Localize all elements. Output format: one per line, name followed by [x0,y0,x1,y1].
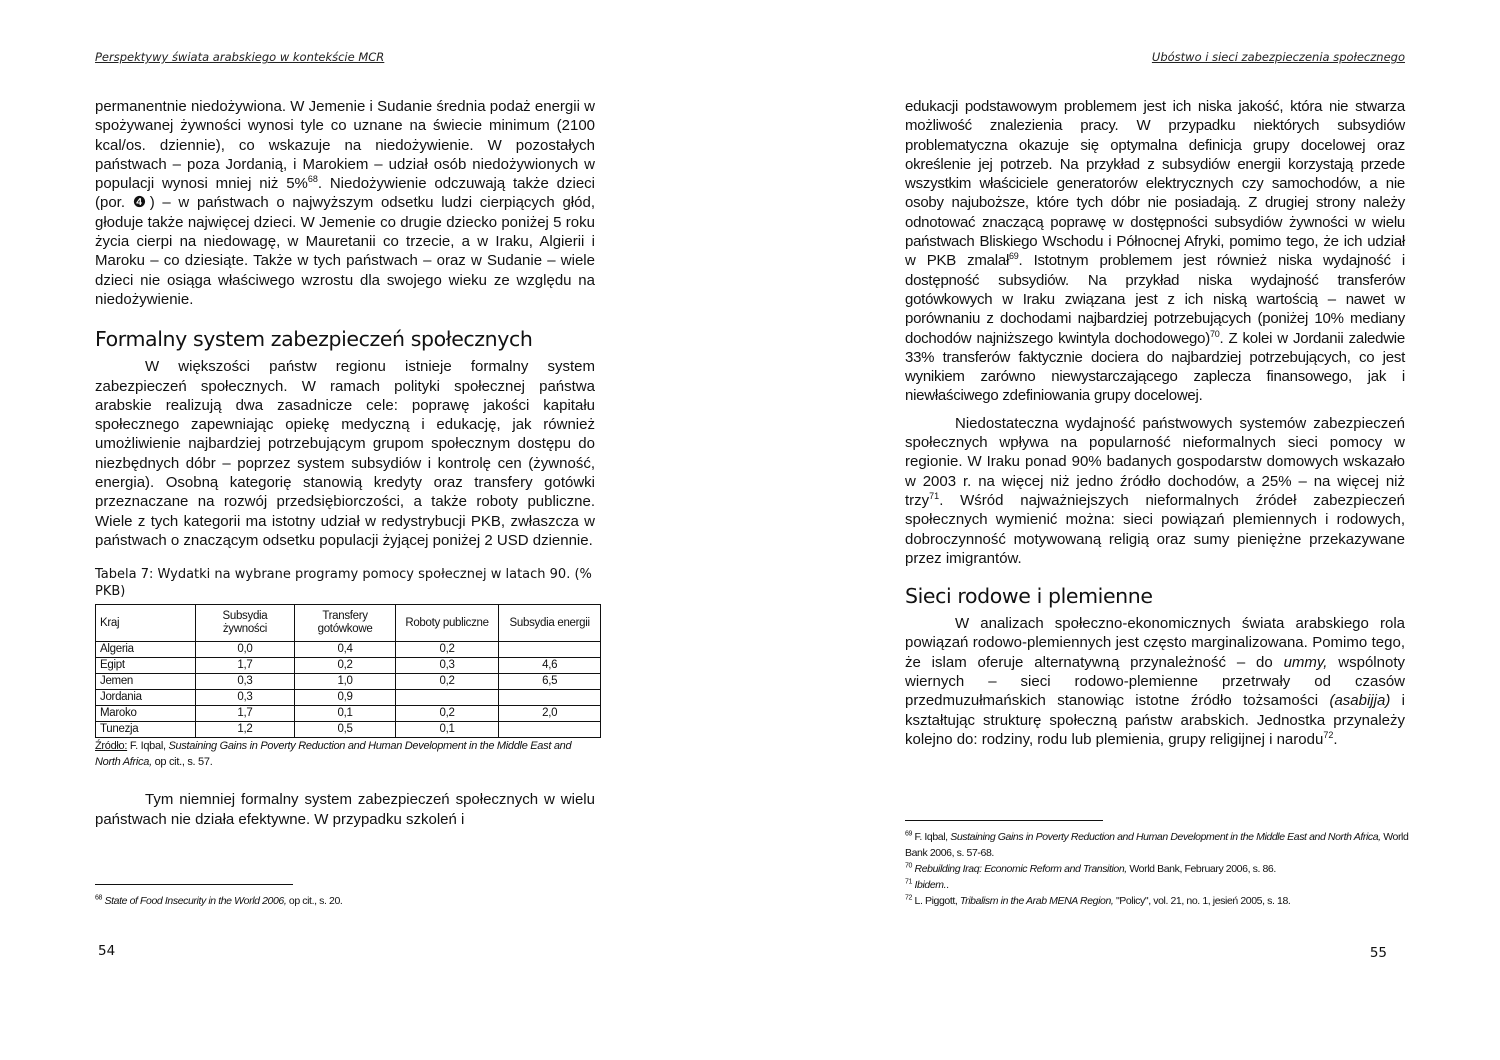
table-cell [499,722,601,738]
table-cell: Jemen [96,674,196,690]
table-cell: 0,9 [295,690,395,706]
paragraph-informal-networks: Niedostateczna wydajność państwowych systemów zabezpieczeń społecznych wpływa na popularność nieformalnych sieci pomocy w regionie. W Iraku ponad 90% badanych gospodarstw domowych wskazało w 2003 r. na więcej niż jedno źródło dochodów, a 25% – na więcej niż trzy$^{71}$. Wśród najważniejszych nieformalnych źródeł zabezpieczeń społecznych wymienić można: sieci powiązań plemiennych i rodowych, dobroczynność motywowaną religią oraz sumy pieniężne przekazywane przez imigrantów. [905,414,1405,567]
table-cell: 0,3 [195,674,295,690]
footnote-ref-70[interactable]: 70 [1209,328,1220,339]
table-cell: 0,5 [295,722,395,738]
table-cell [499,642,601,658]
spending-table [95,604,601,738]
table-cell: 0,3 [195,690,295,706]
running-head-right: Ubóstwo i sieci zabezpieczenia społecznego [1151,50,1405,64]
table-cell: 6,5 [499,674,601,690]
table-cell: 4,6 [499,658,601,674]
paragraph-formal-system: W większości państw regionu istnieje formalny system zabezpieczeń społecznych. W ramach polityki społecznej państwa arabskie realizują dwa zasadnicze cele: poprawę jakości kapitału społecznego zapewniając opiekę medyczną i edukację, jak również umożliwienie najbardziej potrzebującym grupom społecznym dostępu do niezbędnych dóbr – poprzez system subsydiów i kontrolę cen (żywność, energia). Osobną kategorię stanowią kredyty oraz transfery gotówki przeznaczane na rozwój przedsiębiorczości, a także roboty publiczne. Wiele z tych kategorii ma istotny udział w redystrybucji PKB, zwłaszcza w państwach o znaczącym odsetku populacji żyjącej poniżej 2 USD dziennie. [95,358,595,549]
table-cell: Algeria [96,642,196,658]
table-row [96,706,601,722]
page-number-left: 54 [98,943,116,959]
table-cell: 1,7 [195,706,295,722]
column-header: Transfery gotówkowe [295,605,395,642]
table-cell: 0,1 [395,722,499,738]
column-header: Kraj [96,605,196,642]
footnote-71: $^{71}$ Ibidem.. [905,878,949,891]
footnote-rule [905,820,1103,821]
table-cell: 0,2 [395,642,499,658]
table-cell: 2,0 [499,706,601,722]
table-cell: 0,1 [295,706,395,722]
table-row [96,658,601,674]
left-page [95,0,595,1060]
column-header: Subsydia żywności [195,605,295,642]
table-row [96,674,601,690]
paragraph-undernourishment: permanentnie niedożywiona. W Jemenie i Sudanie średnia podaż energii w spożywanej żywności wynosi tyle co uznane na świecie minimum (2100 kcal/os. dziennie), co wskazuje na niedożywienie. W pozostałych państwach – poza Jordanią, i Marokiem – udział osób niedożywionych w populacji wynosi mniej niż 5%$^{68}$. Niedożywienie odczuwają także dzieci (por. ❹) – w państwach o najwyższym odsetku ludzi cierpiących głód, głoduje także najwięcej dzieci. W Jemenie co drugie dziecko poniżej 5 roku życia cierpi na niedowagę, w Mauretanii co trzecie, a w Iraku, Algierii i Maroku – co dziesiąte. Także w tych państwach – oraz w Sudanie – wiele dzieci nie osiąga właściwego wzrostu dla swojego wieku ze względu na niedożywienie. [95,98,595,308]
table-cell: 1,7 [195,658,295,674]
table-row [96,642,601,658]
table-cell: 0,0 [195,642,295,658]
table-cell: Egipt [96,658,196,674]
table-cell: Maroko [96,706,196,722]
footnote-69: $^{69}$ F. Iqbal, Sustaining Gains in Poverty Reduction and Human Development in the Middle East and North Africa, World Bank 2006, s. 57-68. [905,830,1409,859]
table-source: Źródło: F. Iqbal, Sustaining Gains in Poverty Reduction and Human Development in the Middle East and North Africa, op cit., s. 57. [95,740,572,769]
section-heading-tribal-networks: Sieci rodowe i plemienne [905,584,1153,609]
table-cell: Tunezja [96,722,196,738]
paragraph-subsidies: edukacji podstawowym problemem jest ich niska jakość, która nie stwarza możliwość znalezienia pracy. W przypadku niektórych subsydiów problematyczna okazuje się optymalna definicja grupy docelowej oraz określenie jej potrzeb. Na przykład z subsydiów energii korzystają przede wszystkim właściciele generatorów elektrycznych czy samochodów, a nie osoby najuboższe, które tych dóbr nie posiadają. Z drugiej strony należy odnotować znaczącą poprawę w dostępności subsydiów żywności w wielu państwach Bliskiego Wschodu i Północnej Afryki, pomimo tego, że ich udział w PKB zmalał$^{69}$. Istotnym problemem jest również niska wydajność i dostępność subsydiów. Na przykład niska wydajność transferów gotówkowych w Iraku związana jest z ich niską wartością – nawet w porównaniu z dochodami najbardziej potrzebujących (poniżej 10% mediany dochodów najniższego kwintyla dochodowego)$^{70}$. Z kolei w Jordanii zaledwie 33% transferów faktycznie dociera do najbardziej potrzebujących, co jest wynikiem zarówno niewystarczającego zaplecza finansowego, jak i niewłaściwego zdefiniowania grupy docelowej. [905,98,1405,405]
table-row [96,722,601,738]
table-cell: 0,2 [395,674,499,690]
footnote-rule [95,884,293,885]
running-head-left: Perspektywy świata arabskiego w kontekście MCR [95,50,385,64]
footnote-ref-69[interactable]: 69 [1009,251,1019,262]
column-header: Roboty publiczne [395,605,499,642]
section-heading-formal-system: Formalny system zabezpieczeń społecznych [95,327,533,352]
footnote-ref-71[interactable]: 71 [929,490,940,501]
left-page-body [95,97,595,829]
table-cell: 0,2 [295,658,395,674]
table-cell [395,690,499,706]
table-cell: 1,0 [295,674,395,690]
table-cell: 1,2 [195,722,295,738]
footnotes-right [905,829,1410,909]
table-cell [499,690,601,706]
paragraph-tribal: W analizach społeczno-ekonomicznych świata arabskiego rola powiązań rodowo-plemiennych jest często marginalizowana. Pomimo tego, że islam oferuje alternatywną przynależność – do ummy, wspólnoty wiernych – sieci rodowo-plemienne przetrwały od czasów przedmuzułmańskich stanowiąc istotne źródło tożsamości (asabijja) i kształtując strukturę społeczną państw arabskich. Jednostka przynależy kolejno do: rodziny, rodu lub plemienia, grupy religijnej i narodu$^{72}$. [905,615,1406,748]
table-cell: 0,2 [395,706,499,722]
right-page-body [905,97,1405,749]
table-row [96,690,601,706]
table-cell: 0,3 [395,658,499,674]
footnote-72: $^{72}$ L. Piggott, Tribalism in the Arab MENA Region, "Policy", vol. 21, no. 1, jesień 2005, s. 18. [905,894,1291,907]
footnote-ref-68[interactable]: 68 [307,174,318,185]
table-caption: Tabela 7: Wydatki na wybrane programy pomocy społecznej w latach 90. (% PKB) [95,567,592,600]
table-cell: Jordania [96,690,196,706]
table-header-row [96,605,601,642]
footnote-ref-72[interactable]: 72 [1323,729,1334,740]
page-number-right: 55 [1369,945,1387,961]
footnote-70: $^{70}$ Rebuilding Iraq: Economic Reform and Transition, World Bank, February 2006, s. 86. [905,862,1276,875]
right-page [905,0,1409,1060]
footnote-68: $^{68}$ State of Food Insecurity in the World 2006, op cit., s. 20. [95,894,343,907]
column-header: Subsydia energii [499,605,601,642]
table-cell: 0,4 [295,642,395,658]
paragraph-ineffective-system: Tym niemniej formalny system zabezpieczeń społecznych w wielu państwach nie działa efektywne. W przypadku szkoleń i [95,791,595,828]
